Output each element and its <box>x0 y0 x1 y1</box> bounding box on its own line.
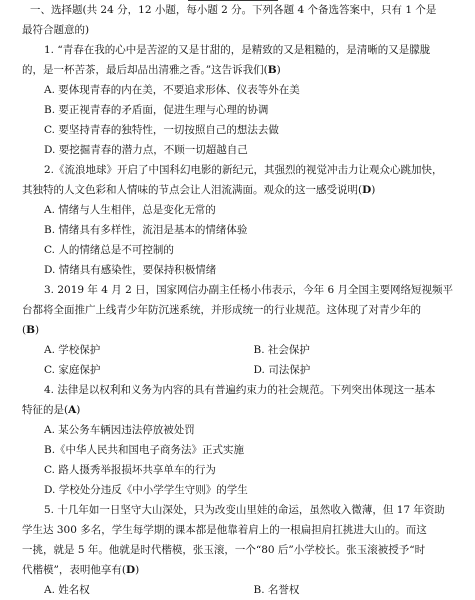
question-5-stem-line-4: 代楷模”，表明他享有(D) <box>22 564 140 576</box>
question-5-option-b: B. 名誉权 <box>253 584 300 596</box>
question-5 <box>22 500 463 600</box>
section-heading <box>22 0 463 40</box>
question-1 <box>22 40 463 160</box>
question-1-stem-line-1: 1. “青春在我的心中是苦涩的又是甘甜的，是精致的又是粗糙的，是清晰的又是朦胧 <box>44 44 431 56</box>
question-3 <box>22 280 463 380</box>
question-3-option-d: D. 司法保护 <box>253 364 311 376</box>
question-4-stem-line-2: 特征的是(A) <box>22 404 81 416</box>
question-1-option-d: D. 要挖掘青春的潜力点，不顾一切超越自己 <box>44 144 248 156</box>
question-4 <box>22 380 463 500</box>
question-2-stem-line-1: 2.《流浪地球》开启了中国科幻电影的新纪元，其强烈的视觉冲击力让观众心跳加快， <box>44 164 443 176</box>
top-rule <box>188 0 278 1</box>
question-4-option-c: C. 路人摄秀举报损坏共享单车的行为 <box>44 464 216 476</box>
question-1-answer: B <box>267 64 277 76</box>
question-2-option-c: C. 人的情绪总是不可控制的 <box>44 244 174 256</box>
question-5-options-row-1 <box>22 580 463 600</box>
question-5-answer: D <box>125 564 136 576</box>
question-5-option-a: A. 姓名权 <box>44 584 90 596</box>
question-2-option-d: D. 情绪具有感染性，要保持积极情绪 <box>44 264 217 276</box>
question-2 <box>22 160 463 280</box>
question-1-stem-line-2: 的，是一杯苦茶，最后却品出清雅之香。”这告诉我们(B) <box>22 64 281 76</box>
question-3-option-b: B. 社会保护 <box>253 344 310 356</box>
question-5-stem-line-2: 学生达 300 多名，学生每学期的课本都是他靠着肩上的一根扁担肩扛挑进大山的。而这 <box>22 524 427 536</box>
question-3-stem-line-3: (B) <box>22 324 40 336</box>
question-4-option-b: B.《中华人民共和国电子商务法》正式实施 <box>44 444 245 456</box>
question-1-option-c: C. 要坚持青春的独特性，一切按照自己的想法去做 <box>44 124 279 136</box>
question-2-option-b: B. 情绪具有多样性，流泪是基本的情绪体验 <box>44 224 248 236</box>
section-heading-line-2: 最符合题意的) <box>22 24 90 36</box>
question-1-option-b: B. 要正视青春的矛盾面，促进生理与心理的协调 <box>44 104 269 116</box>
question-2-option-a: A. 情绪与人生相伴，总是变化无常的 <box>44 204 216 216</box>
question-4-option-a: A. 某公务车辆因违法停放被处罚 <box>44 424 195 436</box>
question-4-option-d: D. 学校处分违反《中小学学生守则》的学生 <box>44 484 248 496</box>
question-3-options-row-2 <box>22 360 463 380</box>
question-4-stem-line-1: 4. 法律是以权利和义务为内容的具有普遍约束力的社会规范。下列突出体现这一基本 <box>44 384 436 396</box>
question-2-answer: D <box>362 184 372 196</box>
question-5-stem-line-1: 5. 十几年如一日坚守大山深处，只为改变山里娃的命运，虽然收入微薄，但 17 年资助 <box>44 504 445 516</box>
question-3-options-row-1 <box>22 340 463 360</box>
question-2-stem-line-2: 其独特的人文色彩和人情味的节点会让人泪流满面。观众的这一感受说明(D) <box>22 184 376 196</box>
question-3-option-a: A. 学校保护 <box>44 344 101 356</box>
question-3-option-c: C. 家庭保护 <box>44 364 101 376</box>
question-3-answer: B <box>26 324 35 336</box>
question-5-stem-line-3: 一挑，就是 5 年。他就是时代楷模，张玉滚，一个“80 后”小学校长。张玉滚被授予“时 <box>22 544 426 556</box>
question-3-stem-line-2: 台都将全面推广上线青少年防沉迷系统，并形成统一的行业规范。这体现了对青少年的 <box>22 304 421 316</box>
question-1-option-a: A. 要体现青春的内在美，不要追求形体、仪表等外在美 <box>44 84 300 96</box>
question-4-answer: A <box>68 404 77 416</box>
question-3-stem-line-1: 3. 2019 年 4 月 2 日，国家网信办副主任杨小伟表示，今年 6 月全国主要网络短视频平 <box>44 284 453 296</box>
section-heading-line-1: 一、选择题(共 24 分，12 小题，每小题 2 分。下列各题 4 个备选答案中，只有 1 个是 <box>30 4 437 16</box>
